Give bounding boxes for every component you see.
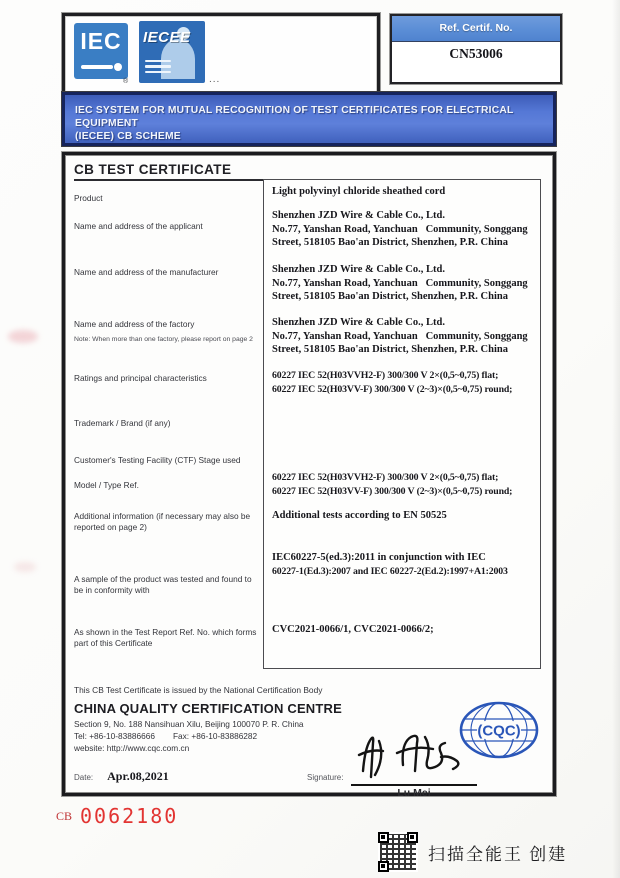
value-conformity: IEC60227-5(ed.3):2011 in conjunction with IEC 60227-1(Ed.3):2007 and IEC 60227-2(Ed.2):1997+A1:2003 bbox=[272, 552, 508, 577]
scan-edge-shadow bbox=[612, 0, 620, 878]
iec-logo bbox=[74, 23, 128, 79]
value-additional-information: Additional tests according to EN 50525 bbox=[272, 510, 447, 521]
ncb-website: website: http://www.cqc.com.cn bbox=[74, 743, 190, 753]
values-box bbox=[263, 179, 541, 669]
cb-stamp-prefix: CB bbox=[56, 809, 73, 823]
signature-line bbox=[351, 784, 477, 786]
value-product: Light polyvinyl chloride sheathed cord bbox=[272, 186, 446, 197]
iecee-logo bbox=[139, 21, 205, 83]
date-value: Apr.08,2021 bbox=[107, 769, 169, 783]
scanner-watermark-text: 扫描全能王 创建 bbox=[428, 845, 568, 864]
date-label: Date: bbox=[74, 773, 94, 782]
signature-label: Signature: bbox=[307, 773, 344, 782]
ncb-address: Section 9, No. 188 Nansihuan Xilu, Beijing 100070 P. R. China bbox=[74, 719, 304, 729]
label-ratings: Ratings and principal characteristics bbox=[74, 373, 207, 383]
scheme-banner-line2: (IECEE) CB SCHEME bbox=[75, 131, 181, 142]
iec-logo-box bbox=[62, 13, 380, 97]
ref-certif-no-header: Ref. Certif. No. bbox=[392, 16, 560, 42]
registered-trademark-symbol: ® bbox=[123, 78, 129, 85]
iecee-logo-stripes bbox=[145, 60, 171, 77]
scheme-banner-line1: IEC SYSTEM FOR MUTUAL RECOGNITION OF TEST CERTIFICATES FOR ELECTRICAL EQUIPMENT bbox=[75, 105, 514, 129]
label-test-report-ref: As shown in the Test Report Ref. No. which forms part of this Certificate bbox=[74, 627, 257, 648]
iecee-logo-text: IECEE bbox=[143, 29, 191, 46]
cb-serial-stamp bbox=[56, 804, 178, 828]
issued-by-line: This CB Test Certificate is issued by the National Certification Body bbox=[74, 685, 323, 695]
label-conformity: A sample of the product was tested and found to be in conformity with bbox=[74, 574, 252, 595]
label-applicant: Name and address of the applicant bbox=[74, 221, 203, 231]
value-factory: Shenzhen JZD Wire & Cable Co., Ltd. No.77, Yanshan Road, Yanchuan Community, Songgang Street, 518105 Bao'an District, Shenzhen, P.R. China bbox=[272, 317, 528, 355]
signatory-name: Lu Mei bbox=[397, 787, 431, 799]
ncb-fax: Fax: +86-10-83886282 bbox=[172, 731, 258, 741]
value-test-report-ref: CVC2021-0066/1, CVC2021-0066/2; bbox=[272, 624, 434, 635]
label-additional-information: Additional information (if necessary may also be reported on page 2) bbox=[74, 511, 251, 532]
label-model-type-ref: Model / Type Ref. bbox=[74, 480, 139, 490]
label-manufacturer: Name and address of the manufacturer bbox=[74, 267, 219, 277]
certificate-title: CB TEST CERTIFICATE bbox=[74, 162, 232, 177]
label-factory-note: Note: When more than one factory, please report on page 2 bbox=[74, 336, 253, 343]
cb-stamp-number: 0062180 bbox=[80, 804, 179, 828]
qr-finder-top-left bbox=[378, 832, 389, 843]
title-underline bbox=[74, 179, 292, 181]
certificate-frame bbox=[62, 152, 556, 799]
label-factory: Name and address of the factory bbox=[74, 319, 195, 329]
ncb-name: CHINA QUALITY CERTIFICATION CENTRE bbox=[74, 701, 342, 716]
signature-handwriting bbox=[345, 727, 485, 790]
ncb-tel-fax bbox=[74, 731, 275, 741]
qr-code bbox=[378, 832, 418, 872]
cqc-logo-text: (CQC) bbox=[477, 722, 521, 740]
qr-finder-bottom-left bbox=[378, 861, 389, 872]
scan-smudge bbox=[8, 330, 38, 343]
scheme-banner bbox=[62, 92, 556, 146]
iec-logo-dot bbox=[114, 63, 122, 71]
iec-logo-text: IEC bbox=[80, 28, 122, 54]
label-product: Product bbox=[74, 193, 103, 203]
value-applicant: Shenzhen JZD Wire & Cable Co., Ltd. No.77, Yanshan Road, Yanchuan Community, Songgang Street, 518105 Bao'an District, Shenzhen, P.R. China bbox=[272, 210, 528, 248]
value-manufacturer: Shenzhen JZD Wire & Cable Co., Ltd. No.77, Yanshan Road, Yanchuan Community, Songgang Street, 518105 Bao'an District, Shenzhen, P.R. China bbox=[272, 264, 528, 302]
ncb-tel: Tel: +86-10-83886666 bbox=[74, 731, 155, 741]
certificate-number: CN53006 bbox=[449, 46, 503, 61]
logo-dots: ... bbox=[209, 74, 221, 85]
qr-finder-top-right bbox=[407, 832, 418, 843]
label-trademark: Trademark / Brand (if any) bbox=[74, 418, 171, 428]
iec-logo-bar bbox=[81, 65, 113, 69]
label-ctf-stage: Customer's Testing Facility (CTF) Stage used bbox=[74, 455, 241, 465]
ref-certif-no-box bbox=[390, 14, 562, 84]
scan-smudge bbox=[14, 562, 36, 572]
value-model-type-ref: 60227 IEC 52(H03VVH2-F) 300/300 V 2×(0,5~0,75) flat; 60227 IEC 52(H03VV-F) 300/300 V (2~3)×(0,5~0,75) round; bbox=[272, 472, 513, 497]
value-ratings: 60227 IEC 52(H03VVH2-F) 300/300 V 2×(0,5~0,75) flat; 60227 IEC 52(H03VV-F) 300/300 V (2~3)×(0,5~0,75) round; bbox=[272, 370, 513, 395]
date-row bbox=[74, 767, 169, 785]
